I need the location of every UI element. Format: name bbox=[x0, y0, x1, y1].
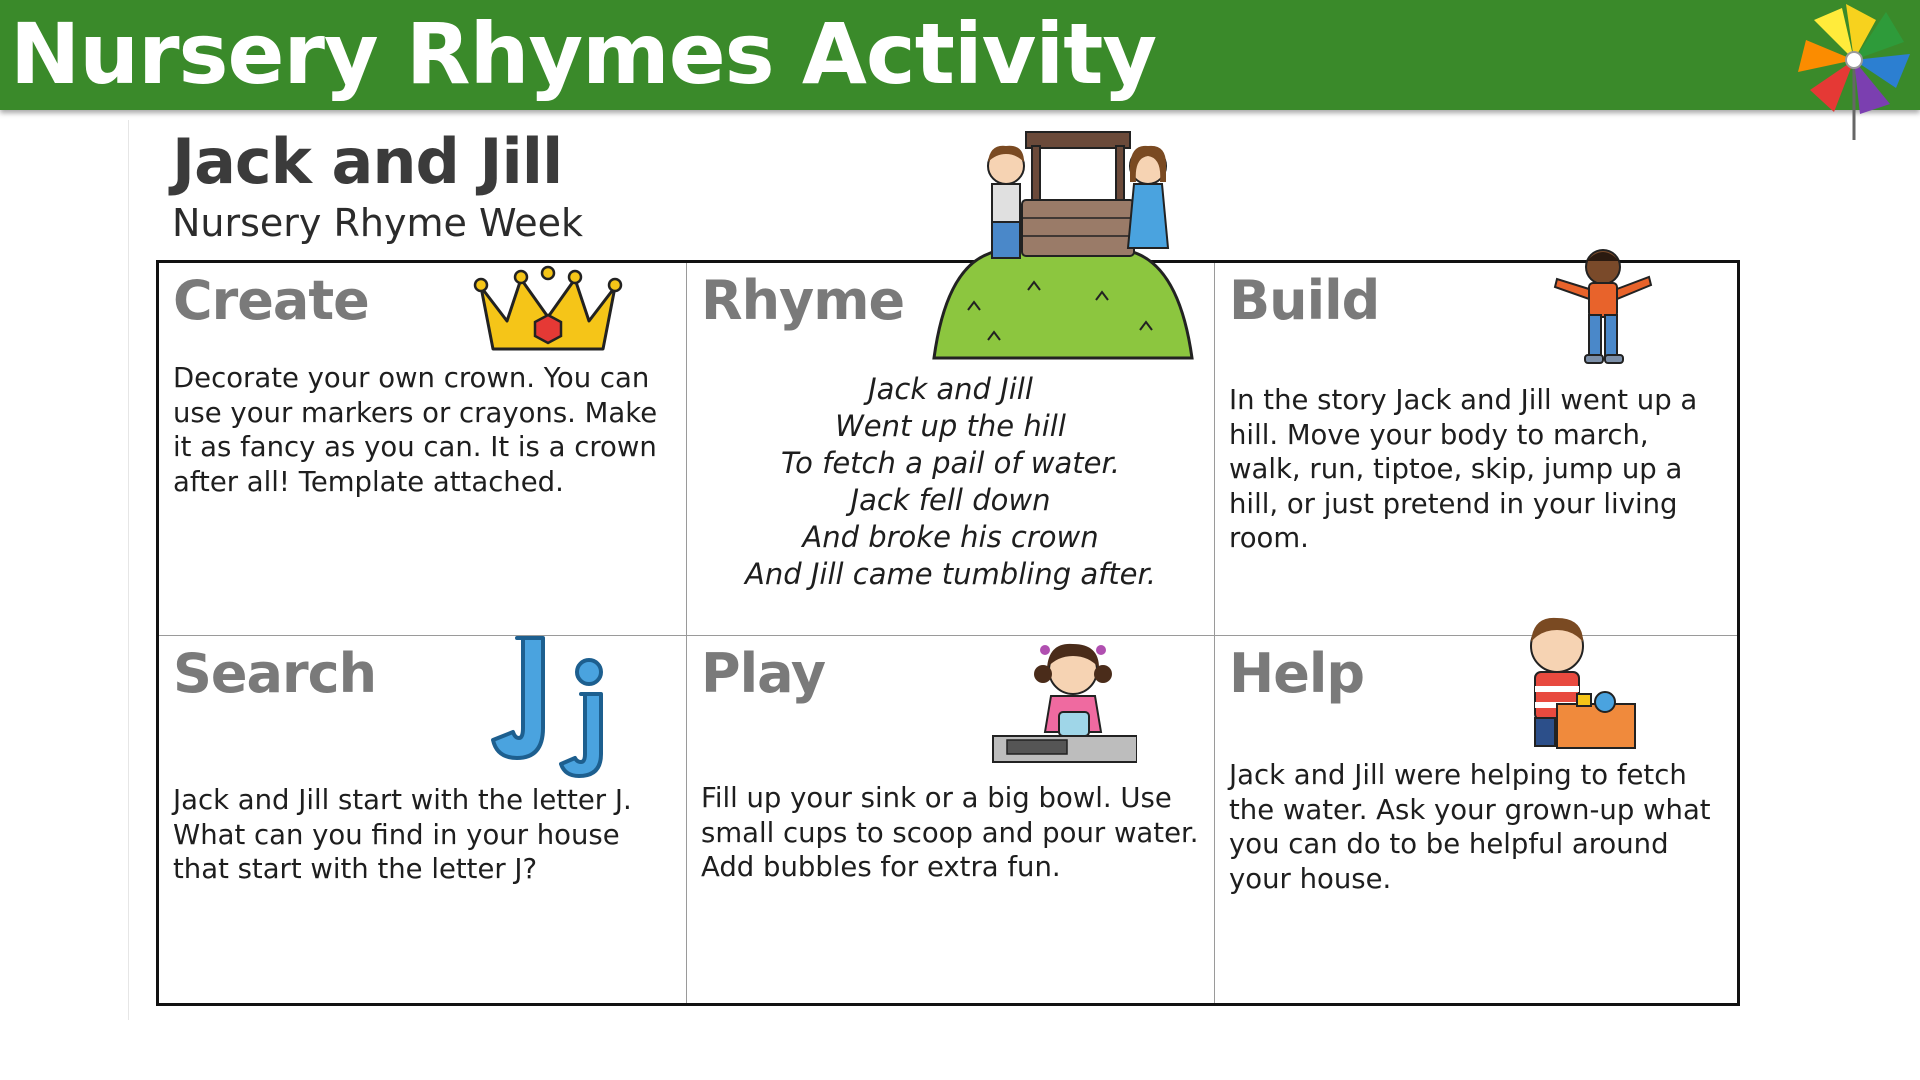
poem-line: Jack fell down bbox=[850, 483, 1051, 517]
activity-grid bbox=[156, 260, 1740, 1006]
cell-heading: Build bbox=[1229, 269, 1380, 332]
cell-heading: Help bbox=[1229, 642, 1364, 705]
poem-line: Jack and Jill bbox=[868, 372, 1033, 406]
pinwheel-icon bbox=[1772, 0, 1920, 140]
cell-heading: Search bbox=[173, 642, 377, 705]
cell-body: Jack and Jill were helping to fetch the water. Ask your grown-up what you can do to be helpful around your house. bbox=[1229, 759, 1711, 895]
cell-heading: Create bbox=[173, 269, 369, 332]
cell-heading: Play bbox=[701, 642, 826, 705]
page-edge bbox=[128, 120, 129, 1020]
cell-body: Decorate your own crown. You can use your markers or crayons. Make it as fancy as you can. It is a crown after all! Template attached. bbox=[173, 362, 658, 498]
cell-play bbox=[687, 636, 1215, 1003]
poem-line: And broke his crown bbox=[802, 520, 1099, 554]
cell-heading: Rhyme bbox=[701, 269, 905, 332]
boy-toy-box-icon bbox=[1521, 612, 1637, 752]
girl-water-play-icon bbox=[989, 636, 1137, 768]
poem-line: And Jill came tumbling after. bbox=[744, 557, 1156, 591]
poem-line: Went up the hill bbox=[835, 409, 1066, 443]
banner-title: Nursery Rhymes Activity bbox=[10, 5, 1157, 103]
rhyme-poem bbox=[687, 371, 1214, 593]
cell-help bbox=[1215, 636, 1737, 1003]
cell-body: In the story Jack and Jill went up a hill. Move your body to march, walk, run, tiptoe, skip, jump up a hill, or just pretend in your living room. bbox=[1229, 384, 1698, 554]
boy-arms-out-icon bbox=[1551, 243, 1655, 375]
header-banner bbox=[0, 0, 1920, 110]
jack-jill-well-icon bbox=[928, 130, 1196, 362]
crown-icon bbox=[471, 265, 625, 355]
document-subtitle: Nursery Rhyme Week bbox=[172, 201, 584, 245]
document-title: Jack and Jill bbox=[172, 125, 563, 198]
letter-j-icon bbox=[489, 632, 619, 780]
cell-body: Jack and Jill start with the letter J. What can you find in your house that start with the letter J? bbox=[173, 784, 632, 885]
cell-search bbox=[159, 636, 687, 1003]
poem-line: To fetch a pail of water. bbox=[781, 446, 1120, 480]
cell-build bbox=[1215, 263, 1737, 636]
cell-body: Fill up your sink or a big bowl. Use small cups to scoop and pour water. Add bubbles for extra fun. bbox=[701, 782, 1199, 883]
cell-create bbox=[159, 263, 687, 636]
